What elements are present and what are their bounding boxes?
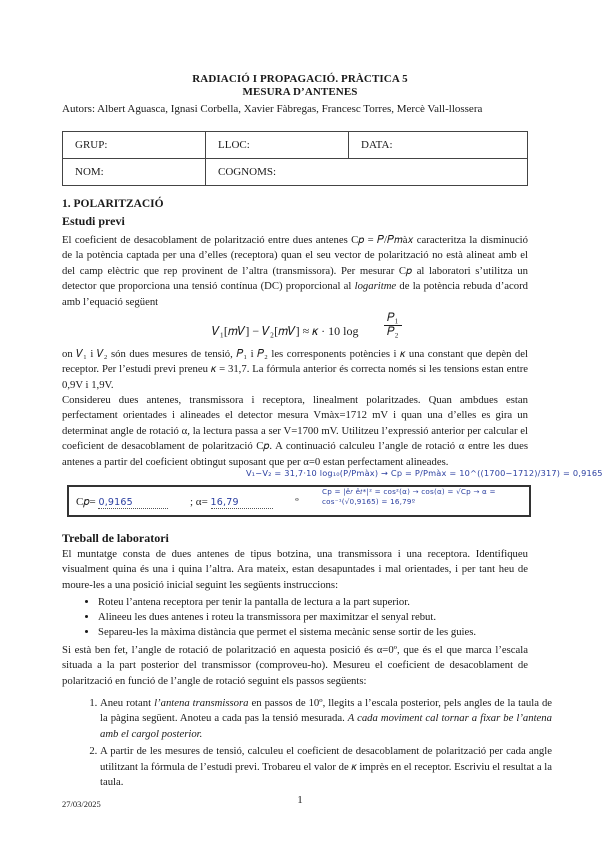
nom-field[interactable] <box>63 159 206 186</box>
cognoms-field[interactable] <box>206 159 528 186</box>
paragraph-muntatge: El muntatge consta de dues antenes de tipus botzina, una transmissora i una receptora. Identifiqueu visualment quina és una i quina l’altra. Ara mateix, estan desapuntades i mal orientades, i per tant heu de moure-les a una posició inicial seguint les següents instruccions: <box>62 548 528 591</box>
document-subtitle: MESURA D’ANTENES <box>242 86 358 98</box>
paragraph-intro-text: El coeficient de desacoblament de polarització entre dues antenes C𝑝 = 𝑃/𝑃𝑚à𝑥 caracteritza la disminució de la potència captada per una d’elles (receptora) quan el seu vector de polarització no està alineat amb el del camp elèctric que rep provinent de l’altra (transmissora). Per mesurar C𝑝 al laboratori s’utilitza un detector que proporciona una tensió contínua (DC) proporcional al <box>62 234 528 293</box>
document-title: RADIACIÓ I PROPAGACIÓ. PRÀCTICA 5 <box>192 73 408 85</box>
answer-cp <box>76 496 168 509</box>
paragraph-variables: on 𝑉₁ i 𝑉₂ són dues mesures de tensió, 𝑃₁ i 𝑃₂ les corresponents potències i 𝜅 una constant que depèn del receptor. Per l’estudi previ preneu 𝜅 = 31,7. La fórmula anterior és correcta només si les tensions estan entre 0,9V i 1,9V. <box>62 348 528 391</box>
list-item: • Roteu l’antena receptora per tenir la pantalla de lectura a la part superior. <box>98 595 550 610</box>
lloc-field[interactable] <box>206 132 349 159</box>
handwritten-calculation-alpha: Cp = |ê𝑟 ê𝑡*|² = cos²(α) → cos(α) = √Cp → α = cos⁻¹(√0,9165) = 16,79º <box>322 487 496 506</box>
nom-label: NOM: <box>75 166 104 178</box>
paragraph-intro <box>62 233 528 310</box>
paragraph-intro-italic: logaritme <box>354 280 397 293</box>
grup-label: GRUP: <box>75 139 108 151</box>
data-label: DATA: <box>361 139 393 151</box>
list-item <box>100 696 552 742</box>
paragraph-posicio-inicial: Si està ben fet, l’angle de rotació de polarització en aquesta posició és α=0º, que és el que marca l’escala situada a la part posterior del transmissor (comproveu-ho). Mesureu el coeficient de desacoblament de polarització en funció de l’angle de rotació seguint els passos següents: <box>62 644 528 687</box>
answer-alpha <box>190 496 299 509</box>
steps-list <box>76 696 552 792</box>
cognoms-label: COGNOMS: <box>218 166 277 178</box>
authors-line: Autors: Albert Aguasca, Ignasi Corbella, Xavier Fàbregas, Francesc Torres, Mercè Vall-llossera <box>62 103 483 115</box>
list-item: • Alineeu les dues antenes i roteu la transmissora per maximitzar el senyal rebut. <box>98 610 550 625</box>
list-item: • Separeu-les la màxima distància que permet el sistema mecànic sense sortir de les guies. <box>98 625 550 640</box>
section-heading-polaritzacio: 1. POLARITZACIÓ <box>62 198 164 210</box>
equation-fraction <box>384 312 402 339</box>
instruction-list <box>76 595 550 641</box>
step1-note: A cada moviment cal tornar a fixar be l’antena amb el cargol posterior. <box>100 712 552 740</box>
handwritten-calculation-cp: V₁−V₂ = 31,7·10 log₁₀(P/Pmàx) → Cp = P/Pmàx = 10^((1700−1712)/317) = 0,9165 <box>246 468 603 478</box>
subheading-treball-laboratori: Treball de laboratori <box>62 531 169 545</box>
answer-degree-symbol: º <box>295 496 299 508</box>
equation-numerator: 𝑃₁ <box>384 312 402 326</box>
answer-alpha-value[interactable]: 16,79 <box>211 497 273 509</box>
step1-italic: l’antena transmissora <box>154 697 249 709</box>
equation-denominator: 𝑃₂ <box>387 326 399 338</box>
grup-field[interactable] <box>63 132 206 159</box>
step1-text-a: Aneu rotant <box>100 697 152 709</box>
equation-left: 𝑉₁[𝑚𝑉] − 𝑉₂[𝑚𝑉] ≈ 𝜅 · 10 log <box>212 324 359 338</box>
answer-alpha-label: ; α= <box>190 496 208 508</box>
lloc-label: LLOC: <box>218 139 250 151</box>
page-number: 1 <box>297 794 303 806</box>
paragraph-problem: Considereu dues antenes, transmissora i receptora, linealment polaritzades. Quan ambdues estan perfectament orientades i alineades el detector mesura Vmàx=1712 mV i quan una d’elles es gira un determinat angle de rotació α, la lectura passa a ser V=1700 mV. Utilitzeu l’expressió anterior per calcular el coeficient de desacoblament de polarització C𝑝. A continuació calculeu l’angle de rotació α entre les dues antenes a partir del coeficient obtingut suposant que per α=0 estan perfectament alineades. <box>62 394 528 468</box>
list-item: 2. A partir de les mesures de tensió, calculeu el coeficient de desacoblament de polarització per cada angle utilitzant la fórmula de l’estudi previ. Trobareu el valor de 𝜅 imprès en el receptor. Escriviu el resultat a la taula. <box>100 744 552 790</box>
answer-cp-value[interactable]: 0,9165 <box>98 497 168 509</box>
paragraph-intro-tail: de la potència rebuda d’acord amb l’equació següent <box>62 280 529 308</box>
student-info-table <box>62 131 528 186</box>
step1-text-b: en passos de 10º, llegits a l’escala posterior, pels angles de la taula de la pàgina següent. Anoteu a cada pas la tensió mesurada. <box>100 697 553 725</box>
data-field[interactable] <box>349 132 528 159</box>
answer-cp-label: C𝑝= <box>76 496 96 508</box>
footer-date: 27/03/2025 <box>62 799 101 809</box>
subheading-estudi-previ: Estudi previ <box>62 214 125 228</box>
